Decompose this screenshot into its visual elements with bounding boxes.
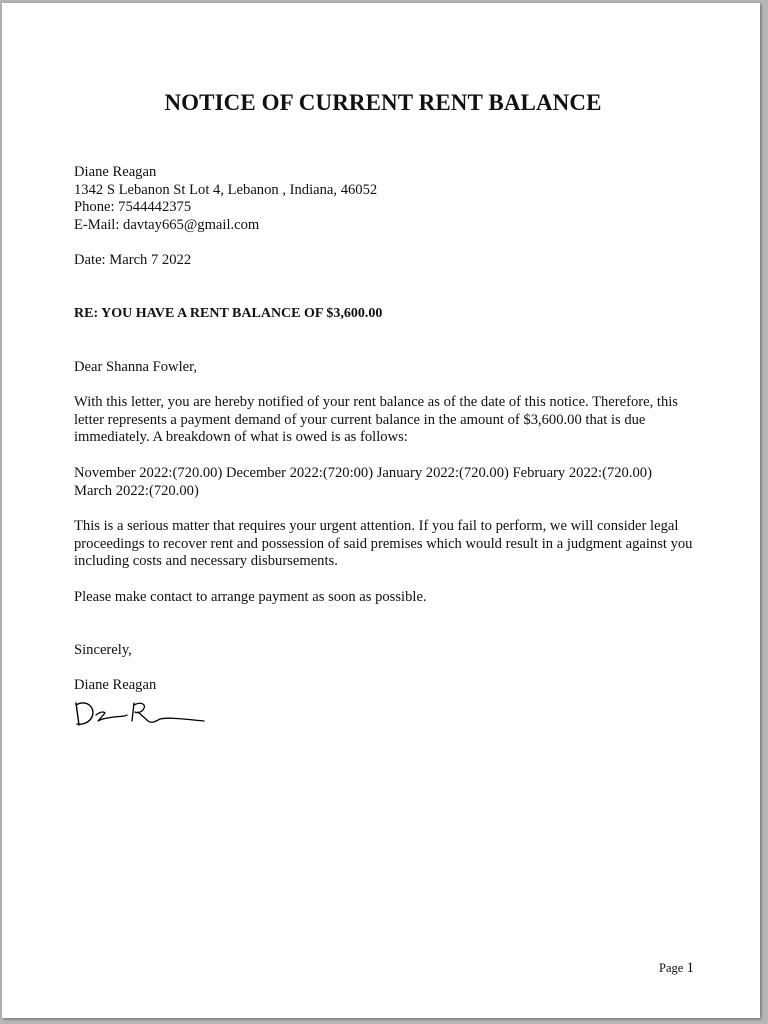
paragraph-warning: This is a serious matter that requires your urgent attention. If you fail to perform, we will consider legal proceedings to recover rent and possession of said premises which would result in a judgment against you including costs and necessary disbursements. xyxy=(74,518,693,570)
signer-name: Diane Reagan xyxy=(74,677,157,693)
sender-email: E-Mail: davtay665@gmail.com xyxy=(74,216,260,233)
sender-phone: Phone: 7544442375 xyxy=(74,199,192,216)
paragraph-contact: Please make contact to arrange payment as soon as possible. xyxy=(74,589,427,605)
handwritten-signature xyxy=(72,697,212,733)
subject-line: RE: YOU HAVE A RENT BALANCE OF $3,600.00 xyxy=(74,306,383,321)
page-label: Page xyxy=(659,961,684,975)
sender-block xyxy=(74,164,377,234)
document-title: NOTICE OF CURRENT RENT BALANCE xyxy=(164,90,602,115)
document-page xyxy=(2,3,760,1018)
closing: Sincerely, xyxy=(74,642,132,658)
letter-date: Date: March 7 2022 xyxy=(74,252,192,268)
page-number-value: 1 xyxy=(686,960,694,976)
paragraph-notice: With this letter, you are hereby notified of your rent balance as of the date of this notice. Therefore, this letter represents a payment demand of your current balance in the amount of $3,600.00 that is due immediately. A breakdown of what is owed is as follows: xyxy=(74,394,678,446)
salutation: Dear Shanna Fowler, xyxy=(74,359,198,375)
paragraph-breakdown: November 2022:(720.00) December 2022:(720:00) January 2022:(720.00) February 2022:(720.00) March 2022:(720.00) xyxy=(74,465,652,499)
sender-name: Diane Reagan xyxy=(74,164,157,180)
sender-address: 1342 S Lebanon St Lot 4, Lebanon , Indiana, 46052 xyxy=(74,181,378,198)
page-number xyxy=(659,960,694,977)
